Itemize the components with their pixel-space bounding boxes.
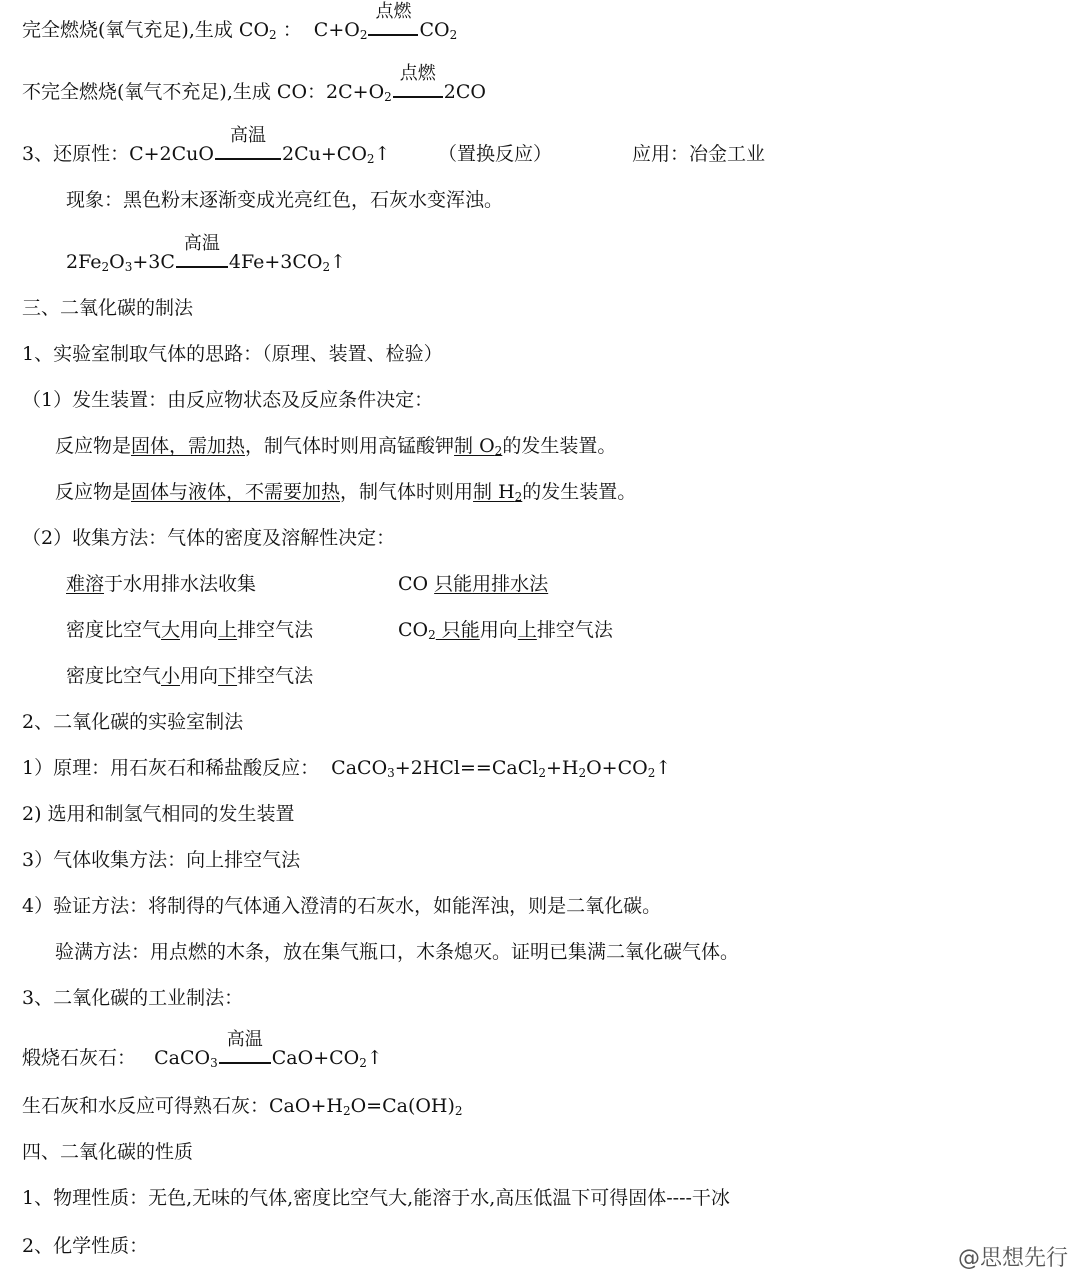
section-lab-preparation: 2、二氧化碳的实验室制法 bbox=[22, 711, 244, 733]
reaction-arrow: 高温 bbox=[176, 254, 228, 268]
line-solid-liquid: 反应物是固体与液体，不需要加热，制气体时则用制 $H_2$的发生装置。 bbox=[55, 481, 637, 504]
reaction-type-note: （置换反应） bbox=[438, 143, 553, 165]
section-industrial-preparation: 3、二氧化碳的工业制法： bbox=[22, 987, 244, 1009]
line-principle: 1）原理：用石灰石和稀盐酸反应： $CaCO_3+2HCl==CaCl_2+H_2O+CO_2↑$ bbox=[22, 757, 672, 780]
line-co-collection: CO 只能用排水法 bbox=[398, 573, 549, 595]
line-upward-air: 密度比空气大用向上排空气法 bbox=[66, 619, 314, 641]
line-downward-air: 密度比空气小用向下排空气法 bbox=[66, 665, 314, 687]
section-properties: 四、二氧化碳的性质 bbox=[22, 1141, 194, 1163]
line-physical-properties: 1、物理性质：无色,无味的气体,密度比空气大,能溶于水,高压低温下可得固体----干冰 bbox=[22, 1187, 730, 1209]
line-calcination: 煅烧石灰石： CaCO$_3$ 高温 $CaO+CO_2↑$ bbox=[22, 1029, 383, 1070]
application-note: 应用：冶金工业 bbox=[632, 143, 766, 165]
line-full-check: 验满方法：用点燃的木条，放在集气瓶口，木条熄灭。证明已集满二氧化碳气体。 bbox=[55, 941, 740, 963]
line-chemical-properties: 2、化学性质： bbox=[22, 1235, 149, 1257]
watermark: @思想先行 bbox=[957, 1246, 1068, 1271]
line-gas-collection: 3）气体收集方法：向上排空气法 bbox=[22, 849, 301, 871]
line-water-displacement: 难溶于水用排水法收集 bbox=[66, 573, 257, 595]
line-iron-oxide-reduction: $2Fe_2O_3+3C$ 高温 $4Fe+3CO_2↑$ bbox=[66, 233, 347, 274]
line-co2-collection: $CO_2$ 只能用向上排空气法 bbox=[398, 619, 613, 642]
reaction-arrow: 高温 bbox=[219, 1050, 271, 1064]
reaction-arrow: 高温 bbox=[215, 146, 281, 160]
line-phenomenon: 现象：黑色粉末逐渐变成光亮红色，石灰水变浑浊。 bbox=[66, 189, 504, 211]
line-lab-approach: 1、实验室制取气体的思路：（原理、装置、检验） bbox=[22, 343, 443, 365]
section-heading-preparation: 三、二氧化碳的制法 bbox=[22, 297, 194, 319]
line-solid-heating: 反应物是固体，需加热，制气体时则用高锰酸钾制 $O_2$的发生装置。 bbox=[55, 435, 617, 458]
reaction-arrow: 点燃 bbox=[368, 22, 418, 36]
line-apparatus: 2) 选用和制氢气相同的发生装置 bbox=[22, 803, 295, 825]
line-complete-combustion: 完全燃烧(氧气充足),生成 $CO_2$ ： $C+O_2$ 点燃 $CO_2$ bbox=[22, 1, 458, 42]
line-verification: 4）验证方法：将制得的气体通入澄清的石灰水，如能浑浊，则是二氧化碳。 bbox=[22, 895, 662, 917]
line-reducibility: 3、还原性：C+2CuO 高温 $2Cu+CO_2↑$ bbox=[22, 125, 391, 166]
reaction-arrow: 点燃 bbox=[393, 84, 443, 98]
line-generation-apparatus: （1）发生装置：由反应物状态及反应条件决定： bbox=[22, 389, 434, 411]
line-slaked-lime: 生石灰和水反应可得熟石灰：$CaO+H_2O=Ca(OH)_2$ bbox=[22, 1095, 463, 1118]
line-incomplete-combustion: 不完全燃烧(氧气不充足),生成 CO：$2C+O_2$ 点燃 2CO bbox=[22, 63, 486, 104]
line-collection-method: （2）收集方法：气体的密度及溶解性决定： bbox=[22, 527, 396, 549]
